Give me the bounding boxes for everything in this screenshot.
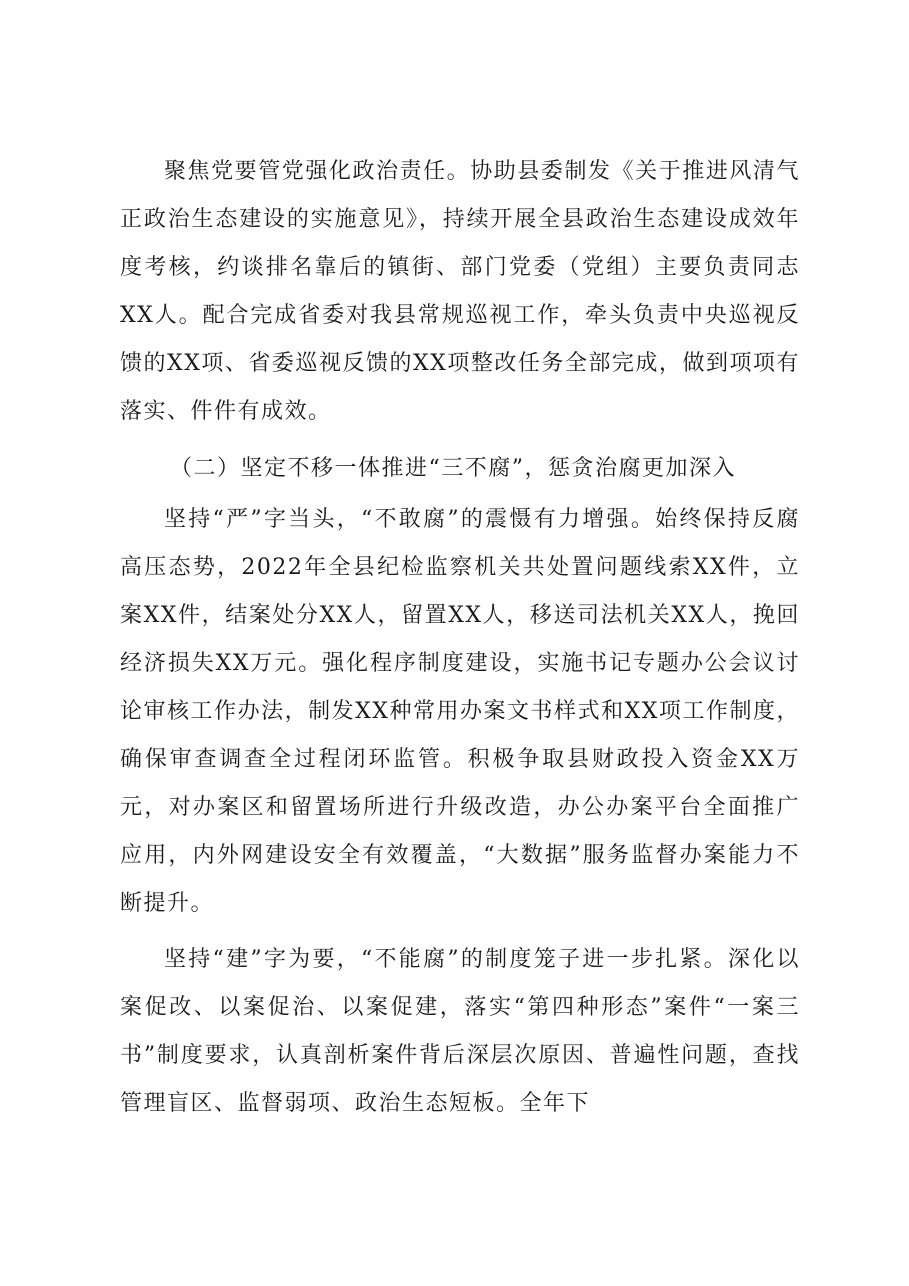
paragraph-cannot-corrupt: 坚持“建”字为要，“不能腐”的制度笼子进一步扎紧。深化以案促改、以案促治、以案促建，落实“第四种形态”案件“一案三书”制度要求，认真剖析案件背后深层次原因、普遍性问题，查找管理盲区、监督弱项、政治生态短板。全年下	[120, 947, 800, 1116]
paragraph-spacer	[120, 928, 800, 936]
section-heading-three-no-corruption: （二）坚定不移一体推进“三不腐”，惩贪治腐更加深入	[170, 456, 736, 481]
document-body	[120, 148, 800, 1128]
paragraph-spacer	[120, 436, 800, 444]
paragraph-political-responsibility: 聚焦党要管党强化政治责任。协助县委制发《关于推进风清气正政治生态建设的实施意见》，持续开展全县政治生态建设成效年度考核，约谈排名靠后的镇街、部门党委（党组）主要负责同志XX人。配合完成省委对我县常规巡视工作，牵头负责中央巡视反馈的XX项、省委巡视反馈的XX项整改任务全部完成，做到项项有落实、件件有成效。	[120, 159, 800, 424]
paragraph-dare-not-corrupt: 坚持“严”字当头，“不敢腐”的震慑有力增强。始终保持反腐高压态势，2022年全县纪检监察机关共处置问题线索XX件，立案XX件，结案处分XX人，留置XX人，移送司法机关XX人，挽回经济损失XX万元。强化程序制度建设，实施书记专题办公会议讨论审核工作办法，制发XX种常用办案文书样式和XX项工作制度，确保审查调查全过程闭环监管。积极争取县财政投入资金XX万元，对办案区和留置场所进行升级改造，办公办案平台全面推广应用，内外网建设安全有效覆盖，“大数据”服务监督办案能力不断提升。	[120, 507, 800, 916]
